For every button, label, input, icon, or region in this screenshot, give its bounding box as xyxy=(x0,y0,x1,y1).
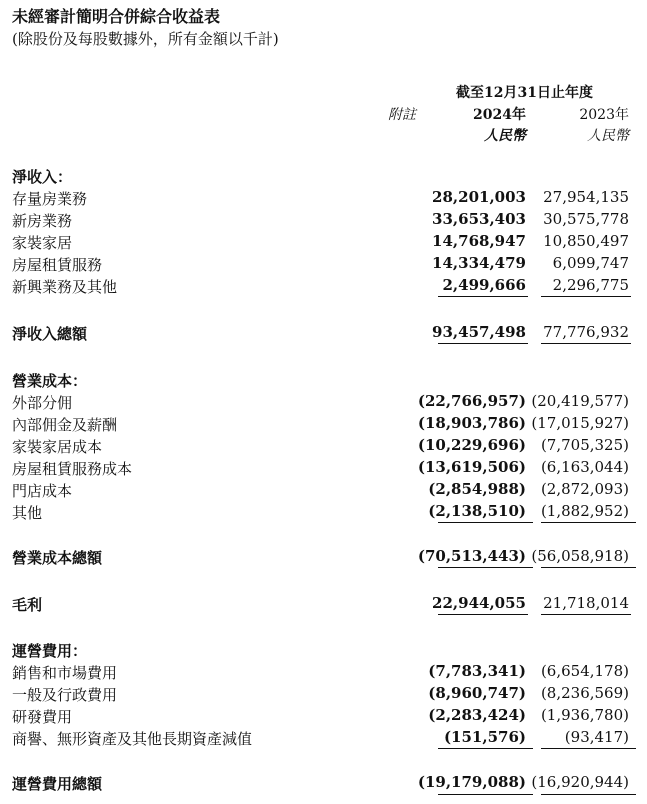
table-row xyxy=(0,254,647,275)
value-2023: (93,417) xyxy=(564,728,629,746)
currency-2023-header: 人民幣 xyxy=(587,128,629,144)
value-2023: (6,654,178) xyxy=(540,662,629,680)
row-label: 房屋租賃服務 xyxy=(12,256,103,274)
value-2024: (151,576) xyxy=(443,728,526,746)
row-label: 毛利 xyxy=(12,596,43,614)
row-label: 銷售和市場費用 xyxy=(12,664,118,682)
row-label: 一般及行政費用 xyxy=(12,686,118,704)
value-2023: (6,163,044) xyxy=(540,458,629,476)
row-label: 房屋租賃服務成本 xyxy=(12,460,133,478)
value-2024: (8,960,747) xyxy=(428,684,526,702)
subtotal-rule xyxy=(541,748,636,749)
row-label: 其他 xyxy=(12,504,43,522)
value-2023: 21,718,014 xyxy=(543,594,629,612)
table-row xyxy=(0,392,647,413)
section-cost-of-revenues xyxy=(0,370,647,391)
value-2023: (20,419,577) xyxy=(531,392,629,410)
table-row-total xyxy=(0,323,647,344)
row-label: 淨收入總額 xyxy=(12,325,88,343)
table-row xyxy=(0,436,647,457)
row-label: 家裝家居成本 xyxy=(12,438,103,456)
value-2023: (8,236,569) xyxy=(540,684,629,702)
value-2024: 14,334,479 xyxy=(432,254,526,272)
subtotal-rule xyxy=(438,522,533,523)
table-row xyxy=(0,728,647,749)
value-2024: (13,619,506) xyxy=(417,458,526,476)
value-2024: (70,513,443) xyxy=(417,547,526,565)
value-2024: (2,138,510) xyxy=(428,502,526,520)
value-2023: (16,920,944) xyxy=(531,773,629,791)
total-rule xyxy=(541,567,636,568)
row-label: 門店成本 xyxy=(12,482,73,500)
value-2023: (1,882,952) xyxy=(540,502,629,520)
note-column-header: 附註 xyxy=(388,107,416,123)
value-2024: 14,768,947 xyxy=(432,232,526,250)
value-2023: 27,954,135 xyxy=(543,188,629,206)
total-rule xyxy=(438,567,533,568)
value-2023: (56,058,918) xyxy=(531,547,629,565)
value-2024: (2,854,988) xyxy=(428,480,526,498)
subtotal-rule xyxy=(541,296,631,297)
value-2023: (17,015,927) xyxy=(531,414,629,432)
row-label: 新興業務及其他 xyxy=(12,278,118,296)
value-2024: 28,201,003 xyxy=(432,188,526,206)
row-label: 新房業務 xyxy=(12,212,73,230)
value-2023: 6,099,747 xyxy=(552,254,629,272)
total-rule xyxy=(438,794,533,795)
row-label: 研發費用 xyxy=(12,708,73,726)
value-2024: (22,766,957) xyxy=(417,392,526,410)
row-label: 內部佣金及薪酬 xyxy=(12,416,118,434)
value-2023: 77,776,932 xyxy=(543,323,629,341)
row-label: 存量房業務 xyxy=(12,190,88,208)
value-2024: (2,283,424) xyxy=(428,706,526,724)
table-row-total xyxy=(0,547,647,568)
row-label: 運營費用總額 xyxy=(12,775,103,793)
subtotal-rule xyxy=(438,748,533,749)
row-label: 家裝家居 xyxy=(12,234,73,252)
table-row xyxy=(0,276,647,297)
statement-subtitle: (除股份及每股數據外，所有金額以千計) xyxy=(12,30,279,48)
value-2024: 93,457,498 xyxy=(432,323,526,341)
period-header: 截至12月31日止年度 xyxy=(456,85,593,101)
table-row xyxy=(0,684,647,705)
total-rule xyxy=(541,794,636,795)
year-2024-header: 2024年 xyxy=(473,107,526,123)
row-label: 外部分佣 xyxy=(12,394,73,412)
total-rule xyxy=(438,614,528,615)
value-2023: (1,936,780) xyxy=(540,706,629,724)
value-2024: 22,944,055 xyxy=(432,594,526,612)
total-rule xyxy=(438,343,528,344)
table-row xyxy=(0,458,647,479)
section-operating-expenses xyxy=(0,640,647,661)
section-net-revenues xyxy=(0,166,647,187)
row-label: 營業成本總額 xyxy=(12,549,103,567)
value-2024: 33,653,403 xyxy=(432,210,526,228)
currency-2024-header: 人民幣 xyxy=(484,128,526,144)
value-2023: 2,296,775 xyxy=(552,276,629,294)
subtotal-rule xyxy=(438,296,528,297)
row-label: 運營費用： xyxy=(12,642,88,660)
table-row xyxy=(0,662,647,683)
value-2024: (7,783,341) xyxy=(428,662,526,680)
year-2023-header: 2023年 xyxy=(579,107,629,123)
table-row xyxy=(0,210,647,231)
row-label: 營業成本： xyxy=(12,372,88,390)
table-row xyxy=(0,480,647,501)
value-2023: 30,575,778 xyxy=(543,210,629,228)
statement-title: 未經審計簡明合併綜合收益表 xyxy=(12,7,221,26)
value-2024: (10,229,696) xyxy=(417,436,526,454)
value-2024: 2,499,666 xyxy=(442,276,526,294)
value-2023: (7,705,325) xyxy=(540,436,629,454)
table-row-total xyxy=(0,773,647,794)
row-label: 淨收入： xyxy=(12,168,73,186)
table-row xyxy=(0,414,647,435)
value-2024: (19,179,088) xyxy=(417,773,526,791)
subtotal-rule xyxy=(541,522,636,523)
table-row xyxy=(0,706,647,727)
row-label: 商譽、無形資產及其他長期資產減值 xyxy=(12,730,253,748)
table-row xyxy=(0,502,647,523)
total-rule xyxy=(541,614,631,615)
total-rule xyxy=(541,343,631,344)
value-2023: (2,872,093) xyxy=(540,480,629,498)
value-2023: 10,850,497 xyxy=(543,232,629,250)
table-row-gross-profit xyxy=(0,594,647,615)
table-row xyxy=(0,232,647,253)
table-row xyxy=(0,188,647,209)
value-2024: (18,903,786) xyxy=(417,414,526,432)
